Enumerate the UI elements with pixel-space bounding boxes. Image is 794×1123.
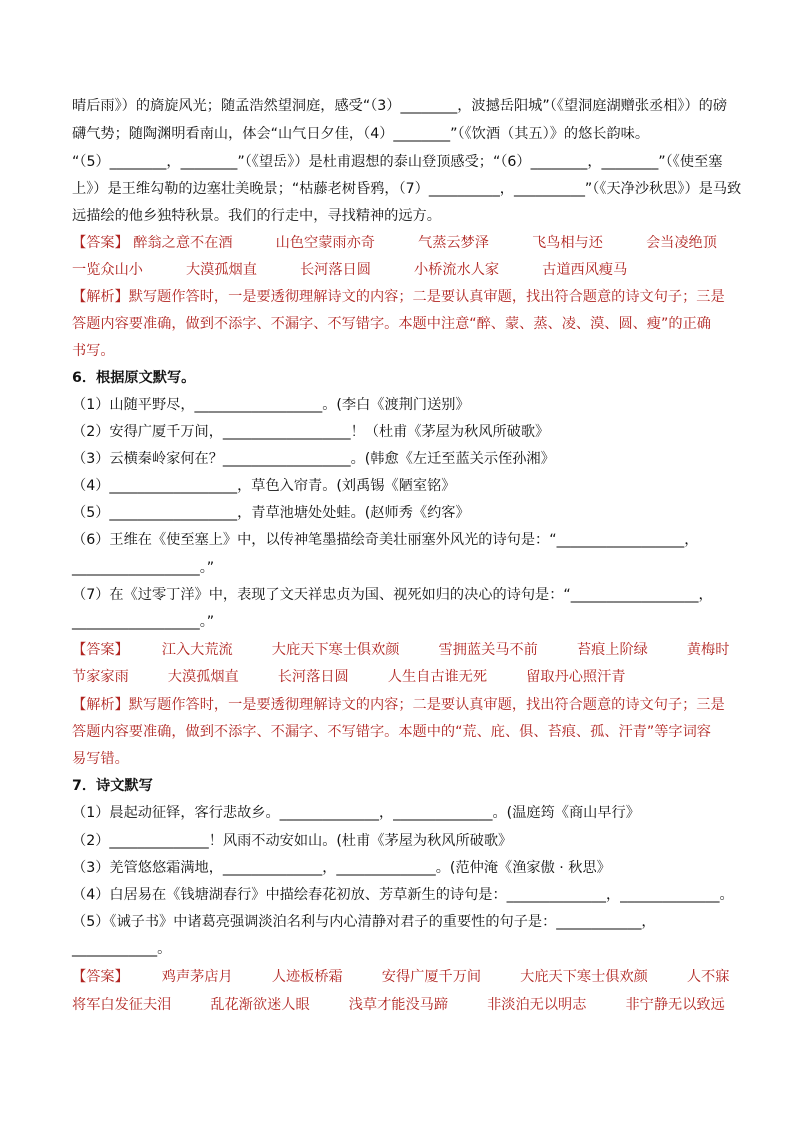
text-line: 远描绘的他乡独特秋景。我们的行走中，寻找精神的远方。 <box>72 208 441 224</box>
answer-item: 醉翁之意不在酒 <box>133 235 233 251</box>
question-item: （2）安得广厦千万间，__________________！（杜甫《茅屋为秋风所破歌》 <box>72 424 550 440</box>
answer-item: 浅草才能没马蹄 <box>348 997 449 1013</box>
question-heading: 7．诗文默写 <box>72 778 153 794</box>
analysis-label: 【解析】 <box>72 697 129 713</box>
answer-item: 会当凌绝顶 <box>645 235 717 251</box>
answer-label: 【答案】 <box>72 642 129 658</box>
answer-item: 鸡声茅店月 <box>161 969 233 985</box>
answer-item: 苔痕上阶绿 <box>576 642 648 658</box>
answer-item: 大庇天下寒士俱欢颜 <box>520 969 648 985</box>
answer-item: 人迹板桥霜 <box>271 969 343 985</box>
question-item: ____________。 <box>72 941 172 957</box>
answer-item: 小桥流水人家 <box>413 262 500 278</box>
question-item: （4）白居易在《钱塘湖春行》中描绘春花初放、芳草新生的诗句是：______________，______________。 <box>72 887 734 903</box>
question-item: __________________。” <box>72 560 215 576</box>
question-item: （3）云横秦岭家何在？__________________。(韩愈《左迁至蓝关示侄孙湘》 <box>72 451 555 467</box>
answer-item: 黄梅时 <box>686 642 730 658</box>
answer-item: 长河落日圆 <box>277 669 349 685</box>
answer-row <box>72 260 722 280</box>
answer-item: 大漠孤烟直 <box>185 262 257 278</box>
question-item: （2）______________！风雨不动安如山。(杜甫《茅屋为秋风所破歌》 <box>72 833 513 849</box>
question-item: （5）《诫子书》中诸葛亮强调淡泊名利与内心清静对君子的重要性的句子是：____________， <box>72 914 656 930</box>
analysis-line: 答题内容要准确，做到不添字、不漏字、不写错字。本题中的“荒、庇、俱、苔痕、孤、汗青”等字词容 <box>72 724 711 740</box>
analysis-line: 书写。 <box>72 343 115 359</box>
analysis-line <box>72 695 725 715</box>
answer-item: 一览众山小 <box>72 262 143 278</box>
question-item: （4）__________________，草色入帘青。(刘禹锡《陋室铭》 <box>72 478 456 494</box>
question-heading: 6．根据原文默写。 <box>72 370 196 386</box>
analysis-line: 易写错。 <box>72 751 129 767</box>
answer-row <box>72 967 730 987</box>
answer-item: 留取丹心照汗青 <box>526 669 626 685</box>
question-item: （5）__________________，青草池塘处处蛙。(赵师秀《约客》 <box>72 505 470 521</box>
answer-row <box>72 233 722 253</box>
answer-row <box>72 640 730 660</box>
answer-item: 人不寐 <box>686 969 730 985</box>
answer-row <box>72 995 725 1015</box>
question-item: （7）在《过零丁洋》中，表现了文天祥忠贞为国、视死如归的决心的诗句是：“__________________， <box>72 587 713 603</box>
answer-item: 安得广厦千万间 <box>381 969 482 985</box>
question-item: （1）晨起动征铎，客行悲故乡。______________，______________。(温庭筠《商山早行》 <box>72 805 640 821</box>
answer-item: 人生自古谁无死 <box>387 669 488 685</box>
answer-label: 【答案】 <box>72 235 129 251</box>
text-line: 礴气势；随陶渊明看南山，体会“山气日夕佳，（4）________”（《饮酒（其五）》的悠长韵味。 <box>72 126 650 142</box>
answer-item: 将军白发征夫泪 <box>72 997 172 1013</box>
answer-label: 【答案】 <box>72 969 129 985</box>
analysis-label: 【解析】 <box>72 289 129 305</box>
answer-item: 非宁静无以致远 <box>625 997 725 1013</box>
answer-row <box>72 667 722 687</box>
answer-item: 乱花渐欲迷人眼 <box>210 997 310 1013</box>
answer-item: 非淡泊无以明志 <box>487 997 587 1013</box>
text-line: 晴后雨》）的旖旋风光；随孟浩然望洞庭，感受“（3）________，波撼岳阳城”（《望洞庭湖赠张丞相》）的磅 <box>72 98 728 114</box>
answer-item: 节家家雨 <box>72 669 129 685</box>
answer-item: 雪拥蓝关马不前 <box>438 642 538 658</box>
question-item: __________________。” <box>72 614 215 630</box>
text-line: 上》）是王维勾勒的边塞壮美晚景；“枯藤老树昏鸦，（7）__________，__________”（《天净沙秋思》）是马致 <box>72 181 742 197</box>
answer-item: 长河落日圆 <box>299 262 371 278</box>
answer-item: 古道西风瘦马 <box>542 262 628 278</box>
answer-item: 气蒸云梦泽 <box>418 235 489 251</box>
question-item: （1）山随平野尽，__________________。(李白《渡荆门送别》 <box>72 397 470 413</box>
analysis-line: 答题内容要准确，做到不添字、不漏字、不写错字。本题中注意“醉、蒙、蒸、凌、漠、圆、瘦”的正确 <box>72 316 711 332</box>
answer-item: 山色空蒙雨亦奇 <box>275 235 375 251</box>
analysis-text: 默写题作答时，一是要透彻理解诗文的内容；二是要认真审题，找出符合题意的诗文句子；三是 <box>128 697 725 713</box>
text-line: “（5）________，________”（《望岳》）是杜甫遐想的泰山登顶感受；“（6）________，________”（《使至塞 <box>72 154 723 170</box>
question-item: （3）羌管悠悠霜满地，______________，______________。(范仲淹《渔家傲 · 秋思》 <box>72 860 611 876</box>
answer-item: 大漠孤烟直 <box>167 669 239 685</box>
analysis-text: 默写题作答时，一是要透彻理解诗文的内容；二是要认真审题，找出符合题意的诗文句子；三是 <box>128 289 725 305</box>
answer-item: 大庇天下寒士俱欢颜 <box>271 642 400 658</box>
answer-item: 飞鸟相与还 <box>531 235 603 251</box>
analysis-line <box>72 287 725 307</box>
answer-item: 江入大荒流 <box>161 642 233 658</box>
question-item: （6）王维在《使至塞上》中，以传神笔墨描绘奇美壮丽塞外风光的诗句是：“__________________， <box>72 532 699 548</box>
